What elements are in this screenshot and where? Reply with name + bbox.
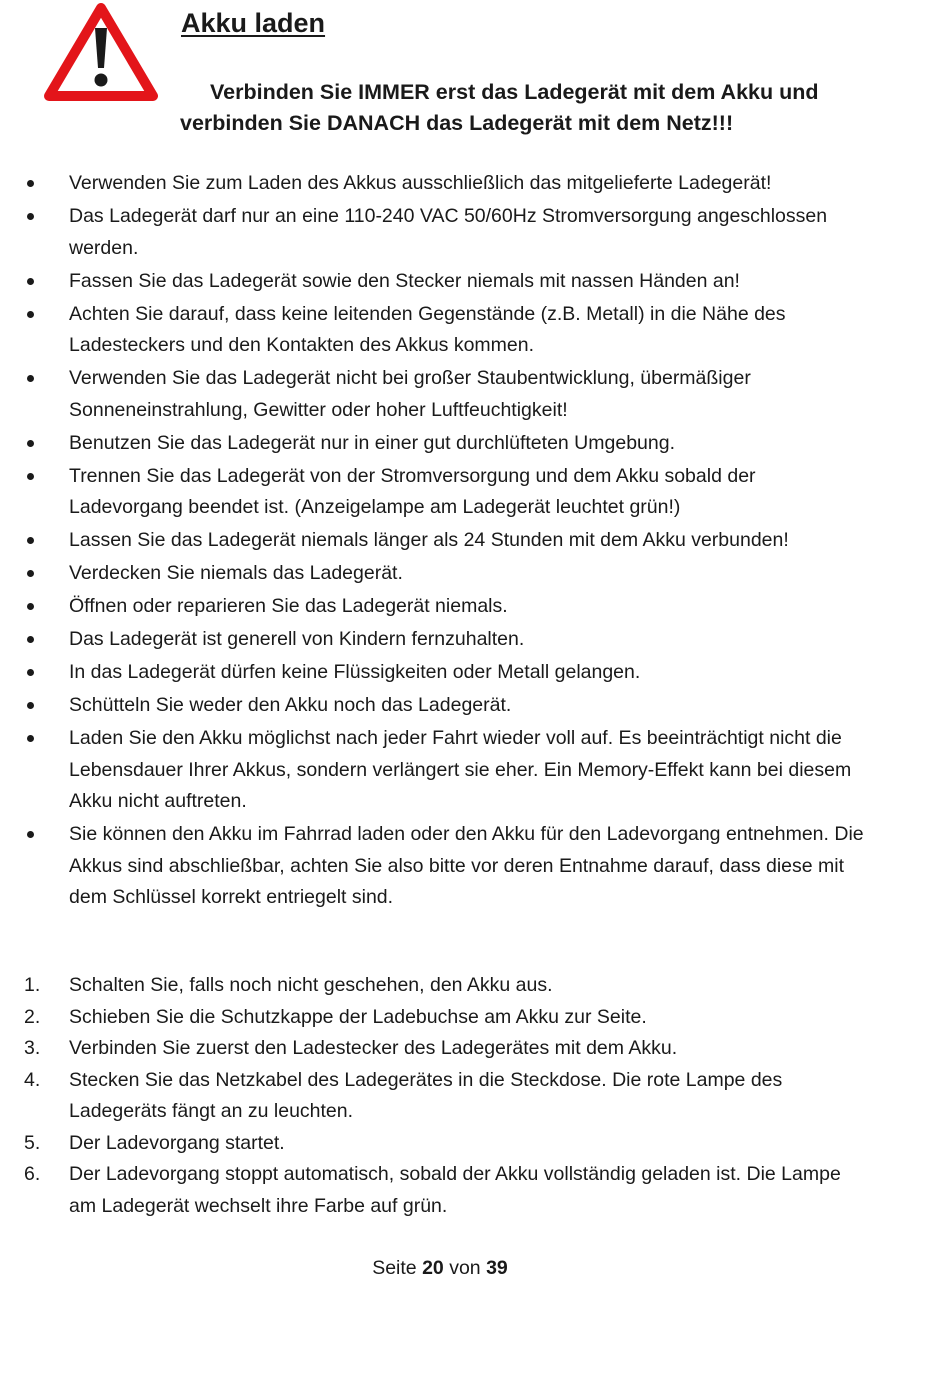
bullet-item [0,657,950,689]
step-number: 5. [24,1131,41,1154]
bullet-text: Sie können den Akku im Fahrrad laden oder den Akku für den Ladevorgang entnehmen. Die Akkus sind abschließbar, achten Sie also bitte vor deren Entnahme darauf, dass diese mit dem Schlüssel korrekt entriegelt sind. [69,823,864,908]
bullet-dot-icon [27,831,34,838]
page-number-footer [0,1253,880,1283]
bullet-item [0,461,950,524]
bullet-dot-icon [27,735,34,742]
total-page-count: 39 [486,1257,508,1279]
step-text: Stecken Sie das Netzkabel des Ladegerätes in die Steckdose. Die rote Lampe des Ladegeräts fängt an zu leuchten. [69,1068,783,1122]
bullet-dot-icon [27,537,34,544]
step-text: Verbinden Sie zuerst den Ladestecker des Ladegerätes mit dem Akku. [69,1037,678,1059]
bullet-text: Trennen Sie das Ladegerät von der Stromversorgung und dem Akku sobald der Ladevorgang beendet ist. (Anzeigelampe am Ladegerät leuchtet grün!) [69,464,756,518]
bullet-item [0,558,950,590]
step-item [0,1033,950,1065]
bullet-text: Öffnen oder reparieren Sie das Ladegerät niemals. [69,595,508,617]
bullet-dot-icon [27,702,34,709]
bullet-dot-icon [27,375,34,382]
bullet-dot-icon [27,440,34,447]
bullet-item [0,201,950,264]
bullet-item [0,591,950,623]
step-number: 2. [24,1005,41,1028]
footer-middle: von [449,1257,481,1279]
step-item [0,1065,950,1128]
bullet-dot-icon [27,669,34,676]
step-text: Der Ladevorgang startet. [69,1131,285,1154]
warning-line-2: verbinden Sie DANACH das Ladegerät mit dem Netz!!! [180,111,734,135]
step-item [0,970,950,1002]
bullet-item [0,428,950,460]
bullet-item [0,266,950,298]
warning-triangle-icon [44,2,158,102]
step-number: 6. [24,1163,41,1185]
bullet-text: Laden Sie den Akku möglichst nach jeder Fahrt wieder voll auf. Es beeinträchtigt nicht die Lebensdauer Ihrer Akkus, sondern verlängert sie eher. Ein Memory-Effekt kann bei diesem Akku nicht auftreten. [69,727,852,812]
bullet-item [0,723,950,818]
bullet-item [0,363,950,426]
bullet-dot-icon [27,603,34,610]
bullet-text: Achten Sie darauf, dass keine leitenden Gegenstände (z.B. Metall) in die Nähe des Ladesteckers und den Kontakten des Akkus kommen. [69,302,786,356]
bullet-text: Benutzen Sie das Ladegerät nur in einer gut durchlüfteten Umgebung. [69,431,675,454]
bullet-item [0,299,950,362]
step-item [0,1002,950,1034]
bullet-dot-icon [27,180,34,187]
bullet-dot-icon [27,636,34,643]
bullet-text: Verwenden Sie zum Laden des Akkus ausschließlich das mitgelieferte Ladegerät! [69,172,772,194]
safety-bullet-list [0,168,950,915]
bullet-text: In das Ladegerät dürfen keine Flüssigkeiten oder Metall gelangen. [69,661,641,683]
bullet-dot-icon [27,311,34,318]
bullet-dot-icon [27,473,34,480]
warning-line-1: Verbinden Sie IMMER erst das Ladegerät mit dem Akku und [210,80,819,104]
footer-prefix: Seite [372,1257,417,1279]
bullet-dot-icon [27,213,34,220]
bullet-text: Schütteln Sie weder den Akku noch das Ladegerät. [69,694,512,716]
step-number: 1. [24,974,41,996]
step-number: 4. [24,1068,41,1091]
bullet-item [0,168,950,200]
charging-steps-list [0,970,950,1222]
bullet-text: Fassen Sie das Ladegerät sowie den Stecker niemals mit nassen Händen an! [69,269,740,292]
bullet-text: Das Ladegerät ist generell von Kindern fernzuhalten. [69,628,525,650]
bullet-item [0,819,950,914]
bullet-text: Das Ladegerät darf nur an eine 110-240 VAC 50/60Hz Stromversorgung angeschlossen werden. [69,205,828,259]
current-page-number: 20 [422,1257,444,1279]
step-number: 3. [24,1037,41,1059]
bullet-text: Lassen Sie das Ladegerät niemals länger als 24 Stunden mit dem Akku verbunden! [69,529,789,551]
step-text: Schalten Sie, falls noch nicht geschehen, den Akku aus. [69,974,553,996]
bullet-dot-icon [27,278,34,285]
bullet-item [0,690,950,722]
step-item [0,1128,950,1160]
step-text: Schieben Sie die Schutzkappe der Ladebuchse am Akku zur Seite. [69,1005,647,1028]
bullet-text: Verdecken Sie niemals das Ladegerät. [69,562,403,584]
bullet-dot-icon [27,570,34,577]
bullet-item [0,624,950,656]
step-text: Der Ladevorgang stoppt automatisch, sobald der Akku vollständig geladen ist. Die Lampe am Ladegerät wechselt ihre Farbe auf grün. [69,1163,841,1217]
bullet-item [0,525,950,557]
warning-notice [180,77,860,139]
page-title: Akku laden [181,8,326,38]
bullet-text: Verwenden Sie das Ladegerät nicht bei großer Staubentwicklung, übermäßiger Sonneneinstrahlung, Gewitter oder hoher Luftfeuchtigkeit! [69,367,751,421]
step-item [0,1159,950,1222]
